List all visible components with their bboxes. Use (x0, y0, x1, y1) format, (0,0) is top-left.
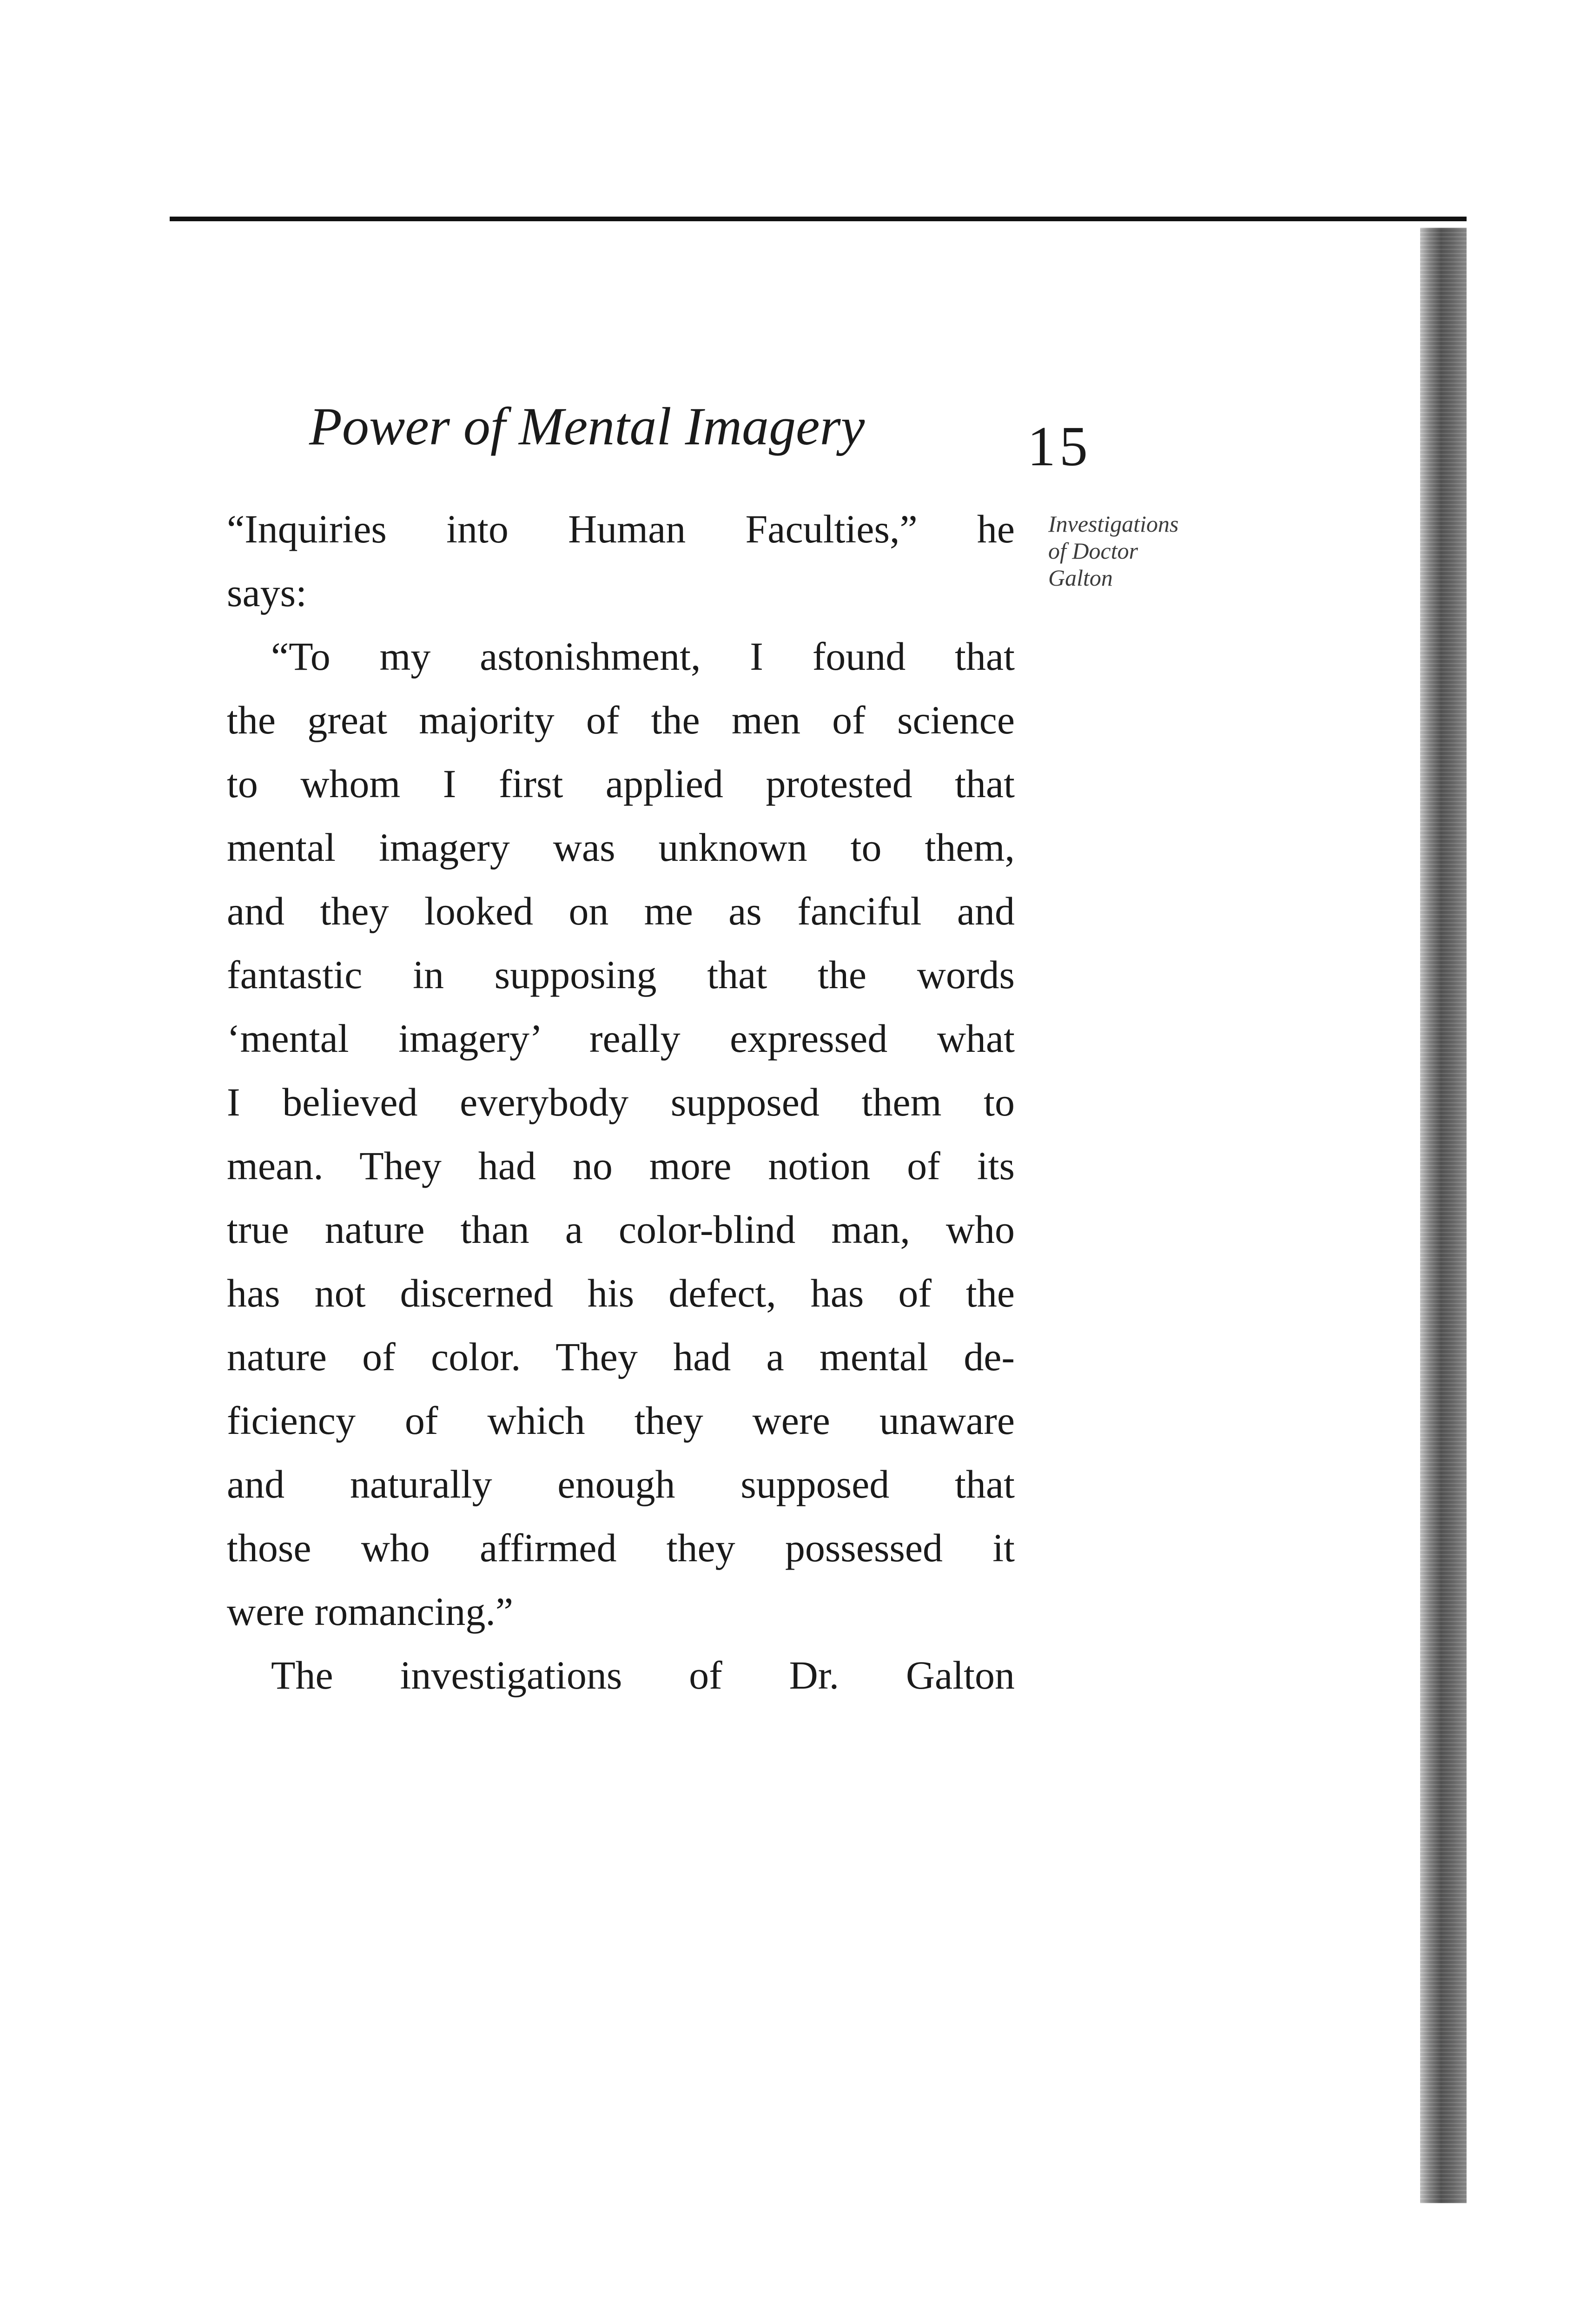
margin-note-line: Investigations (1048, 511, 1179, 537)
text-line: mental imagery was unknown to them, (227, 825, 1015, 870)
text-line: fantastic in supposing that the words (227, 952, 1015, 997)
text-line: those who affirmed they possessed it (227, 1525, 1015, 1570)
text-line: “Inquiries into Human Faculties,” he (227, 507, 1015, 551)
text-line: ficiency of which they were unaware (227, 1398, 1015, 1443)
text-line: I believed everybody supposed them to (227, 1080, 1015, 1124)
text-line: nature of color. They had a mental de- (227, 1334, 1015, 1379)
text-line: ‘mental imagery’ really expressed what (227, 1016, 1015, 1061)
margin-note (1048, 510, 1290, 591)
text-line: true nature than a color-blind man, who (227, 1207, 1015, 1252)
text-line: the great majority of the men of science (227, 698, 1015, 742)
page-top-edge (170, 217, 1467, 221)
text-line: “To my astonishment, I found that (271, 634, 1015, 679)
body-text (227, 497, 1015, 1707)
text-line: has not discerned his defect, has of the (227, 1271, 1015, 1315)
text-line: mean. They had no more notion of its (227, 1143, 1015, 1188)
page-number: 15 (1027, 415, 1091, 478)
text-line: The investigations of Dr. Galton (271, 1653, 1015, 1697)
running-title: Power of Mental Imagery (309, 397, 865, 456)
margin-note-line: Galton (1048, 565, 1113, 591)
text-line: were romancing.” (227, 1589, 514, 1634)
text-line: to whom I first applied protested that (227, 761, 1015, 806)
text-line: and they looked on me as fanciful and (227, 889, 1015, 933)
text-line: and naturally enough supposed that (227, 1462, 1015, 1506)
margin-note-line: of Doctor (1048, 538, 1138, 564)
page-right-edge (1420, 228, 1467, 2203)
text-line: says: (227, 570, 307, 615)
